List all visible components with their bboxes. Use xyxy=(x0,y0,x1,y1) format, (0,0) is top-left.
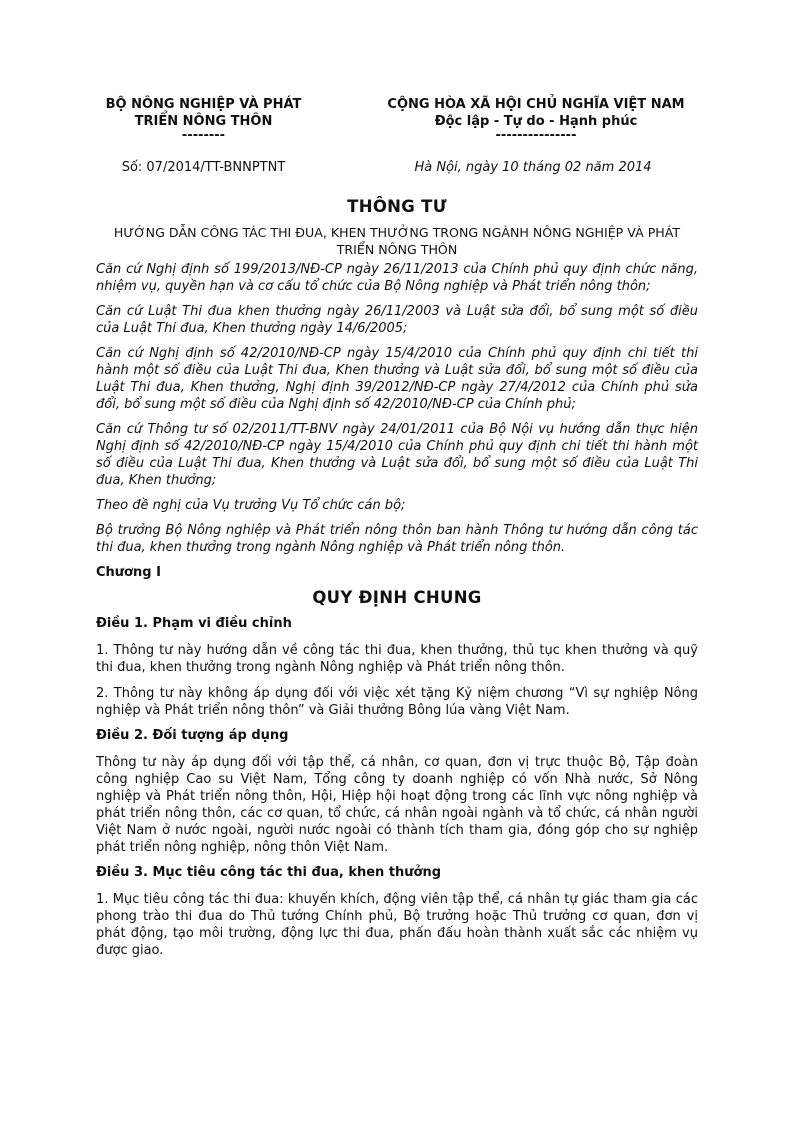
document-type: THÔNG TƯ xyxy=(347,197,447,216)
article-3 xyxy=(96,865,698,959)
article-1 xyxy=(96,616,698,719)
republic-name: CỘNG HÒA XÃ HỘI CHỦ NGHĨA VIỆT NAM xyxy=(387,97,685,112)
article-paragraph: Thông tư này áp dụng đối với tập thể, cá nhân, cơ quan, đơn vị trực thuộc Bộ, Tập đoàn công nghiệp Cao su Việt Nam, Tổng công ty doanh nghiệp có vốn Nhà nước, Sở Nông nghiệp và Phát triển nông thôn, Hội, Hiệp hội hoạt động trong các lĩnh vực nông nghiệp và phát triển nông thôn, các cơ quan, tổ chức, cá nhân ngoài ngành và tổ chức, cá nhân người Việt Nam ở nước ngoài, người nước ngoài có thành tích tham gia, đóng góp cho sự nghiệp phát triển nông nghiệp, nông thôn Việt Nam. xyxy=(96,755,698,855)
legal-basis-item: Theo đề nghị của Vụ trưởng Vụ Tổ chức cán bộ; xyxy=(96,498,406,513)
article-heading: Điều 3. Mục tiêu công tác thi đua, khen thưởng xyxy=(96,865,442,880)
article-2 xyxy=(96,728,698,856)
legal-basis-item: Căn cứ Luật Thi đua khen thưởng ngày 26/11/2003 và Luật sửa đổi, bổ sung một số điều của Luật Thi đua, Khen thưởng ngày 14/6/2005; xyxy=(96,304,698,336)
national-motto: Độc lập - Tự do - Hạnh phúc xyxy=(434,114,638,129)
national-title xyxy=(366,96,706,142)
article-heading: Điều 1. Phạm vi điều chỉnh xyxy=(96,616,292,631)
motto-divider: --------------- xyxy=(495,128,577,143)
agency-name-line1: BỘ NÔNG NGHIỆP VÀ PHÁT xyxy=(105,97,302,112)
agency-name-line2: TRIỂN NÔNG THÔN xyxy=(134,114,273,129)
legal-basis-item: Bộ trưởng Bộ Nông nghiệp và Phát triển nông thôn ban hành Thông tư hướng dẫn công tác thi đua, khen thưởng trong ngành Nông nghiệp và Phát triển nông thôn. xyxy=(96,523,698,555)
legal-basis-item: Căn cứ Nghị định số 199/2013/NĐ-CP ngày 26/11/2013 của Chính phủ quy định chức năng, nhiệm vụ, quyền hạn và cơ cấu tổ chức của Bộ Nông nghiệp và Phát triển nông thôn; xyxy=(96,262,698,294)
issue-date: Hà Nội, ngày 10 tháng 02 năm 2014 xyxy=(414,160,652,175)
legal-basis-item: Căn cứ Nghị định số 42/2010/NĐ-CP ngày 15/4/2010 của Chính phủ quy định chi tiết thi hành một số điều của Luật Thi đua, Khen thưởng và Luật sửa đổi, bổ sung một số điều của Luật Thi đua, Khen thưởng, Nghị định 39/2012/NĐ-CP ngày 27/4/2012 của Chính phủ sửa đổi, bổ sung một số điều của Nghị định số 42/2010/NĐ-CP của Chính phủ; xyxy=(96,346,698,412)
chapter-title: QUY ĐỊNH CHUNG xyxy=(312,588,482,607)
legal-basis-item: Căn cứ Thông tư số 02/2011/TT-BNV ngày 24/01/2011 của Bộ Nội vụ hướng dẫn thực hiện Nghị định số 42/2010/NĐ-CP ngày 15/4/2010 của Chính phủ quy định chi tiết thi hành một số điều của Luật Thi đua, Khen thưởng và Luật sửa đổi, bổ sung một số điều của Luật Thi đua, Khen thưởng; xyxy=(96,422,698,488)
article-paragraph: 1. Thông tư này hướng dẫn về công tác thi đua, khen thưởng, thủ tục khen thưởng và quỹ thi đua, khen thưởng trong ngành Nông nghiệp và Phát triển nông thôn. xyxy=(96,643,698,675)
document-page xyxy=(96,96,698,959)
document-header xyxy=(96,96,698,142)
article-paragraph: 1. Mục tiêu công tác thi đua: khuyến khích, động viên tập thể, cá nhân tự giác tham gia các phong trào thi đua do Thủ tướng Chính phủ, Bộ trưởng hoặc Thủ trưởng cơ quan, đơn vị phát động, tạo môi trường, động lực thi đua, phấn đấu hoàn thành xuất sắc các nhiệm vụ được giao. xyxy=(96,892,698,958)
article-heading: Điều 2. Đối tượng áp dụng xyxy=(96,728,289,743)
reference-line xyxy=(96,160,698,175)
article-paragraph: 2. Thông tư này không áp dụng đối với việc xét tặng Kỷ niệm chương “Vì sự nghiệp Nông nghiệp và Phát triển nông thôn” và Giải thưởng Bông lúa vàng Việt Nam. xyxy=(96,686,698,718)
chapter-label: Chương I xyxy=(96,565,161,580)
issuing-agency xyxy=(96,96,311,142)
legal-basis-section xyxy=(96,261,698,556)
document-subtitle: HƯỚNG DẪN CÔNG TÁC THI ĐUA, KHEN THƯỞNG TRONG NGÀNH NÔNG NGHIỆP VÀ PHÁT TRIỂN NÔNG THÔN xyxy=(113,225,681,257)
document-number: Số: 07/2014/TT-BNNPTNT xyxy=(121,160,286,175)
agency-divider: -------- xyxy=(181,128,226,143)
